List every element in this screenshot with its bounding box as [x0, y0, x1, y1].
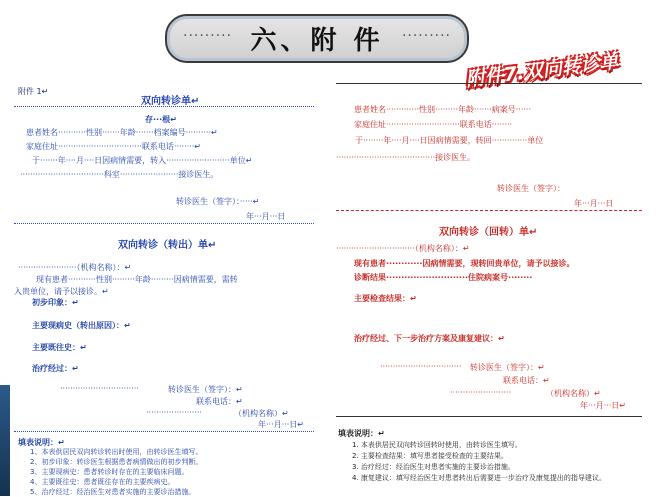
- present-line-2: 入贵单位，请予以接诊。↵: [14, 287, 109, 296]
- sign-doctor-dots: ································: [380, 362, 462, 371]
- present-line: 现有患者············因病情需要，现转回贵单位，请予以接诊。: [354, 259, 575, 268]
- exam-results-label: 主要检查结果：↵: [354, 294, 417, 303]
- sign-doctor-dots: ·······························: [60, 384, 139, 393]
- treatment-label: 治疗经过：↵: [32, 364, 79, 373]
- treatment-label: 治疗经过、下一步治疗方案及康复建议：↵: [354, 334, 505, 343]
- divider: [336, 83, 642, 84]
- sign-row: 转诊医生（签字）：: [497, 184, 565, 193]
- notes-title: 填表说明：↵: [338, 429, 385, 438]
- date-row: 于·······年····月····日因病情需要，转入·························单位↵: [32, 156, 253, 165]
- title-dots-left: ·········: [183, 28, 233, 44]
- sign-doctor-label: 转诊医生（签字）：↵: [470, 363, 545, 372]
- past-history-label: 主要既往史：↵: [32, 343, 87, 352]
- date-end: 年···月···日↵: [258, 420, 304, 429]
- title-dots-right: ·········: [401, 28, 451, 44]
- transfer-out-title: 双向转诊（转出）单↵: [118, 240, 217, 251]
- dept-row: ·································科室·······················接诊医生。: [20, 170, 219, 179]
- attachment-label: 附件 1↵: [18, 87, 49, 96]
- note-item: 3. 治疗经过：经治医生对患者实施的主要诊治措施。: [352, 463, 515, 471]
- doctor-sign-row: 转诊医生（签字）：·····↵: [176, 197, 260, 206]
- slide-edge-decoration: [0, 385, 10, 496]
- phone-label: 联系电话：↵: [503, 376, 550, 385]
- note-item: 1、本表供居民双向转诊转出时使用，由转诊医生填写。: [30, 448, 203, 456]
- form-title: 双向转诊单↵: [141, 96, 200, 107]
- date-end: 年···月···日↵: [580, 401, 626, 410]
- receiving-doctor-row: ·······································接诊医生。: [336, 153, 476, 162]
- page-title: 六、附 件: [250, 26, 384, 56]
- address-row: 家庭住址·····························联系电话········: [354, 120, 513, 129]
- divider: [14, 106, 314, 107]
- transfer-back-title: 双向转诊（回转）单↵: [439, 227, 538, 238]
- divider: [14, 223, 314, 224]
- stub-title: 存···根↵: [145, 115, 177, 124]
- patient-row: 患者姓名···········性别·······年龄·······档案编号··········↵: [26, 128, 218, 137]
- address-row: 家庭住址·································联系电话········↵: [26, 142, 201, 151]
- org-line: ·······················（机构名称）：↵: [18, 263, 132, 272]
- first-impression-label: 初步印象：↵: [32, 298, 79, 307]
- notes-title: 填表说明：↵: [18, 438, 65, 447]
- sign-doctor-label: 转诊医生（签字）：↵: [168, 385, 243, 394]
- note-item: 4. 康复建议：填写经治医生对患者转出后需要进一步治疗及康复提出的指导建议。: [352, 474, 606, 482]
- note-item: 2. 主要检查结果：填写患者接受检查的主要结果。: [352, 452, 508, 460]
- note-item: 2、初步印象：转诊医生根据患者病情做出的初步判断。: [30, 458, 203, 466]
- date-row-2: 年···月···日: [246, 212, 286, 221]
- attachment-banner: 附件7.双向转诊单: [464, 50, 620, 91]
- present-line-1: 现有患者···········性别·········年龄·········因病情需要，需转: [36, 275, 238, 284]
- section-title-bar: [165, 14, 469, 63]
- org-sign-dots: ······················: [146, 408, 202, 417]
- date-row-2: 年···月···日: [574, 199, 614, 208]
- divider: [336, 210, 642, 211]
- current-history-label: 主要现病史（转出原因）：↵: [32, 321, 131, 330]
- patient-row: 患者姓名·············性别·········年龄·······病案号······: [354, 105, 532, 114]
- diagnosis-line: 诊断结果···························住院病案号········: [354, 273, 533, 282]
- org-sign-label: （机构名称）↵: [234, 409, 289, 418]
- org-sign-label: （机构名称）↵: [546, 389, 601, 398]
- note-item: 3、主要现病史：患者转诊时存在的主要临床问题。: [30, 468, 189, 476]
- divider: [14, 431, 314, 432]
- note-item: 5、治疗经过：经治医生对患者实施的主要诊治措施。: [30, 488, 196, 496]
- date-row: 于········年····月····日因病情需要，转回··············单位: [355, 136, 544, 145]
- note-item: 1. 本表供居民双向转诊回转时使用，由转诊医生填写。: [352, 441, 522, 449]
- note-item: 4、主要既往史：患者既往存在的主要疾病史。: [30, 478, 175, 486]
- org-sign-dots: ························: [450, 388, 512, 397]
- phone-label: 联系电话：↵: [196, 397, 243, 406]
- divider: [336, 416, 642, 417]
- org-line: ·······························（机构名称）：↵: [336, 244, 470, 253]
